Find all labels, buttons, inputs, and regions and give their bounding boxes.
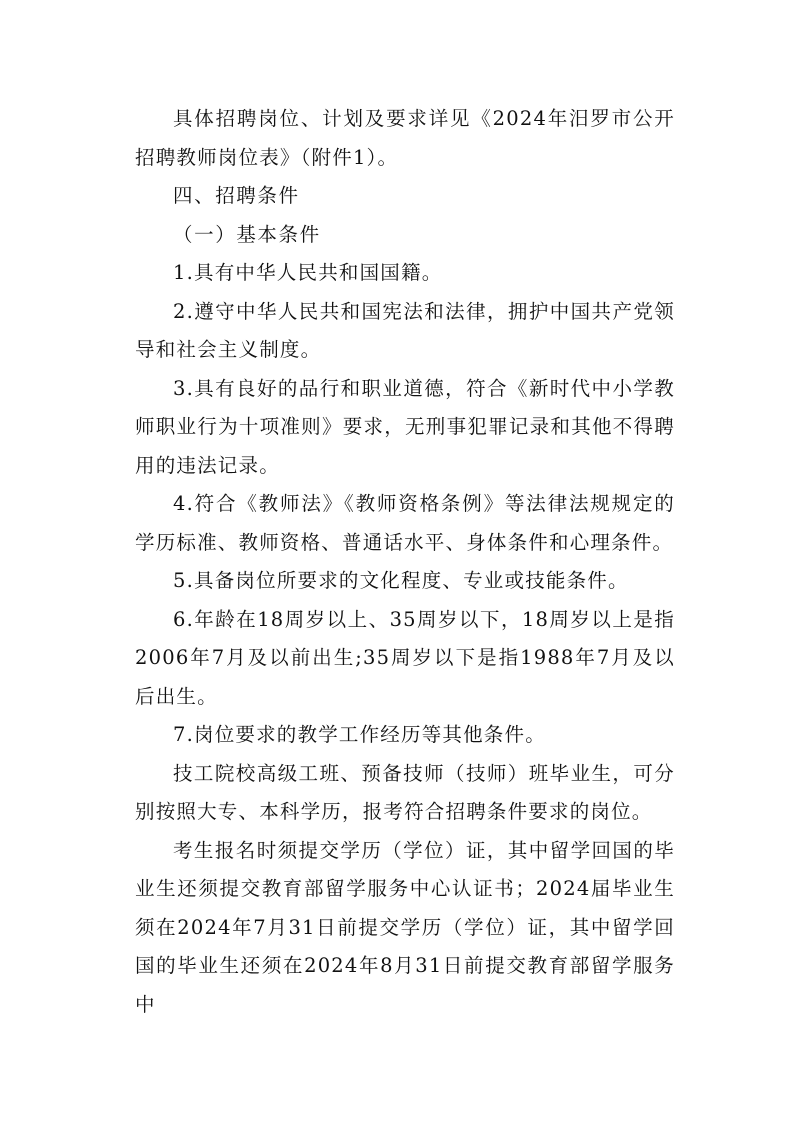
condition-item-1: 1.具有中华人民共和国国籍。 (173, 261, 443, 284)
paragraph-certificate-submission: 考生报名时须提交学历（学位）证，其中留学回国的毕业生还须提交教育部留学服务中心认证书；2024届毕业生须在2024年7月31日前提交学历（学位）证，其中留学回国的毕业生还须在2024年8月31日前提交教育部留学服务中 (135, 838, 675, 1016)
condition-item-4: 4.符合《教师法》《教师资格条例》等法律法规规定的学历标准、教师资格、普通话水平、身体条件和心理条件。 (135, 492, 675, 554)
condition-item-3: 3.具有良好的品行和职业道德，符合《新时代中小学教师职业行为十项准则》要求，无刑事犯罪记录和其他不得聘用的违法记录。 (135, 376, 675, 477)
condition-item-6: 6.年龄在18周岁以上、35周岁以下，18周岁以上是指2006年7月及以前出生;35周岁以下是指1988年7月及以后出生。 (135, 607, 675, 708)
paragraph-position-reference: 具体招聘岗位、计划及要求详见《2024年汨罗市公开招聘教师岗位表》（附件1）。 (135, 107, 675, 169)
document-body (135, 100, 675, 1024)
section-heading-recruitment-conditions: 四、招聘条件 (173, 184, 300, 207)
condition-item-7: 7.岗位要求的教学工作经历等其他条件。 (173, 723, 546, 746)
condition-item-5: 5.具备岗位所要求的文化程度、专业或技能条件。 (173, 569, 629, 592)
condition-item-2: 2.遵守中华人民共和国宪法和法律，拥护中国共产党领导和社会主义制度。 (135, 299, 675, 361)
subsection-heading-basic-conditions: （一）基本条件 (173, 222, 321, 246)
paragraph-technical-school-graduates: 技工院校高级工班、预备技师（技师）班毕业生，可分别按照大专、本科学历，报考符合招聘条件要求的岗位。 (135, 761, 675, 823)
